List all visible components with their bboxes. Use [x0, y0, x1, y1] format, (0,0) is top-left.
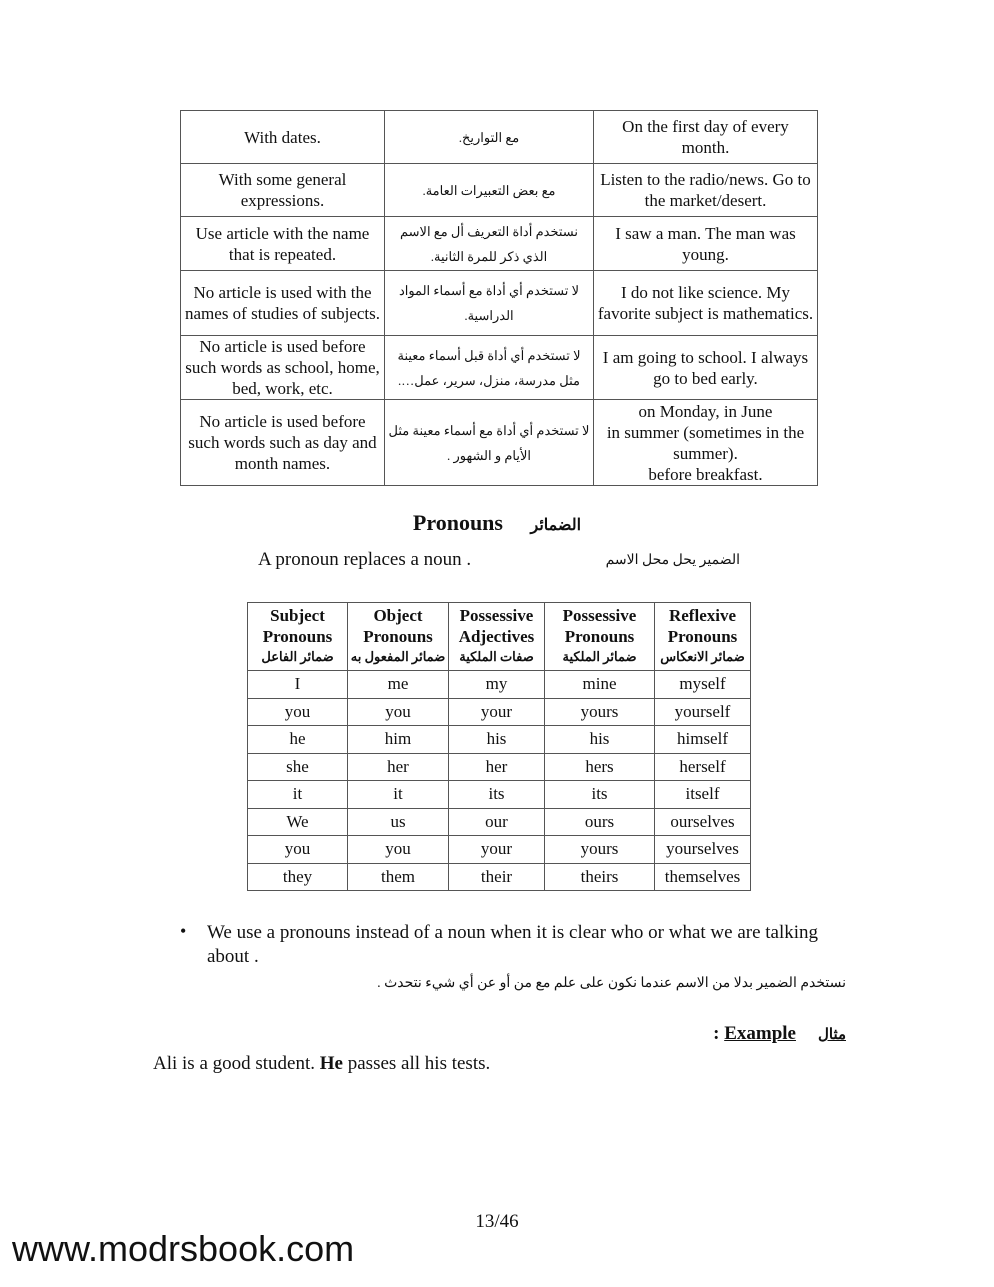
example-prefix: : [713, 1023, 725, 1044]
table-cell: mine [545, 671, 655, 699]
bullet-icon: • [180, 921, 187, 941]
rule-ar: مع بعض التعبيرات العامة. [385, 164, 594, 217]
table-cell: hers [545, 753, 655, 781]
example-sentence: Ali is a good student. He passes all his tests. [153, 1053, 491, 1074]
column-header: Possessive Pronouns ضمائر الملكية [545, 603, 655, 671]
table-cell: you [348, 836, 449, 864]
table-row [248, 726, 751, 754]
table-cell: yours [545, 836, 655, 864]
section-title: Pronouns [412, 510, 503, 535]
rule-example: On the first day of every month. [594, 111, 818, 164]
rule-ar: نستخدم أداة التعريف أل مع الاسم الذي ذكر للمرة الثانية. [385, 217, 594, 271]
section-title-ar: الضمائر [530, 517, 582, 534]
table-cell: its [545, 781, 655, 809]
table-cell: you [248, 698, 348, 726]
table-row [181, 400, 818, 486]
table-row [248, 671, 751, 699]
example-line: in summer (sometimes in the summer). [606, 422, 805, 463]
table-row [248, 753, 751, 781]
intro-text-ar: الضمير يحل محل الاسم [605, 553, 740, 568]
table-cell: themselves [655, 863, 751, 891]
example-line: on Monday, in June [638, 401, 773, 421]
table-cell: their [449, 863, 545, 891]
table-row [248, 836, 751, 864]
table-cell: you [348, 698, 449, 726]
table-cell: my [449, 671, 545, 699]
table-cell: ours [545, 808, 655, 836]
table-row [181, 336, 818, 400]
column-header: Subject Pronouns ضمائر الفاعل [248, 603, 348, 671]
bullet-text: We use a pronouns instead of a noun when it is clear who or what we are talking about . [207, 922, 819, 967]
table-cell: yourselves [655, 836, 751, 864]
table-cell: them [348, 863, 449, 891]
watermark: www.modrsbook.com [12, 1228, 355, 1269]
table-row [181, 111, 818, 164]
pronouns-table [247, 602, 751, 891]
table-cell: myself [655, 671, 751, 699]
table-cell: our [449, 808, 545, 836]
table-cell: its [449, 781, 545, 809]
column-header: Object Pronouns ضمائر المفعول به [348, 603, 449, 671]
table-row [248, 808, 751, 836]
example-heading [600, 1023, 846, 1045]
table-row [181, 271, 818, 336]
table-cell: I [248, 671, 348, 699]
example-label-ar: مثال [817, 1027, 846, 1043]
highlighted-pronoun: He [319, 1053, 343, 1074]
table-row [181, 164, 818, 217]
rule-ar: مع التواريخ. [385, 111, 594, 164]
rule-en: No article is used before such words as school, home, bed, work, etc. [181, 336, 385, 400]
article-rules-table [180, 110, 818, 486]
rule-en: No article is used with the names of studies of subjects. [181, 271, 385, 336]
table-cell: We [248, 808, 348, 836]
rule-en: No article is used before such words such as day and month names. [181, 400, 385, 486]
table-cell: it [248, 781, 348, 809]
table-row [248, 698, 751, 726]
table-cell: her [348, 753, 449, 781]
intro-text: A pronoun replaces a noun . [258, 549, 472, 570]
table-cell: him [348, 726, 449, 754]
table-cell: you [248, 836, 348, 864]
table-cell: theirs [545, 863, 655, 891]
table-row [181, 217, 818, 271]
column-header: Possessive Adjectives صفات الملكية [449, 603, 545, 671]
table-cell: he [248, 726, 348, 754]
table-header-row [248, 603, 751, 671]
rule-ar: لا تستخدم أي أداة مع أسماء معينة مثل الأيام و الشهور . [385, 400, 594, 486]
table-cell: she [248, 753, 348, 781]
column-header: Reflexive Pronouns ضمائر الانعكاس [655, 603, 751, 671]
table-cell: herself [655, 753, 751, 781]
table-cell: his [449, 726, 545, 754]
bullet-text-ar: نستخدم الضمير بدلا من الاسم عندما نكون على علم مع من أو عن أي شيء نتحدث . [377, 976, 846, 991]
table-cell: your [449, 698, 545, 726]
rule-en: With some general expressions. [181, 164, 385, 217]
rule-ar: لا تستخدم أي أداة مع أسماء المواد الدراسية. [385, 271, 594, 336]
table-row [248, 781, 751, 809]
table-cell: they [248, 863, 348, 891]
table-cell: himself [655, 726, 751, 754]
section-heading [0, 510, 994, 536]
table-cell: yourself [655, 698, 751, 726]
table-cell: his [545, 726, 655, 754]
table-cell: ourselves [655, 808, 751, 836]
table-cell: yours [545, 698, 655, 726]
rule-en: With dates. [181, 111, 385, 164]
rule-example: I saw a man. The man was young. [594, 217, 818, 271]
rule-ar: لا تستخدم أي أداة قبل أسماء معينة مثل مدرسة، منزل، سرير، عمل…. [385, 336, 594, 400]
rule-example: I do not like science. My favorite subject is mathematics. [594, 271, 818, 336]
table-cell: itself [655, 781, 751, 809]
rule-example: I am going to school. I always go to bed early. [594, 336, 818, 400]
rule-en: Use article with the name that is repeated. [181, 217, 385, 271]
example-label: Example [724, 1023, 796, 1044]
table-cell: it [348, 781, 449, 809]
table-row [248, 863, 751, 891]
table-cell: your [449, 836, 545, 864]
table-cell: her [449, 753, 545, 781]
rule-example [594, 400, 818, 486]
example-line: before breakfast. [648, 464, 763, 484]
table-cell: me [348, 671, 449, 699]
table-cell: us [348, 808, 449, 836]
page-number: 13/46 [475, 1211, 519, 1232]
rule-example: Listen to the radio/news. Go to the market/desert. [594, 164, 818, 217]
